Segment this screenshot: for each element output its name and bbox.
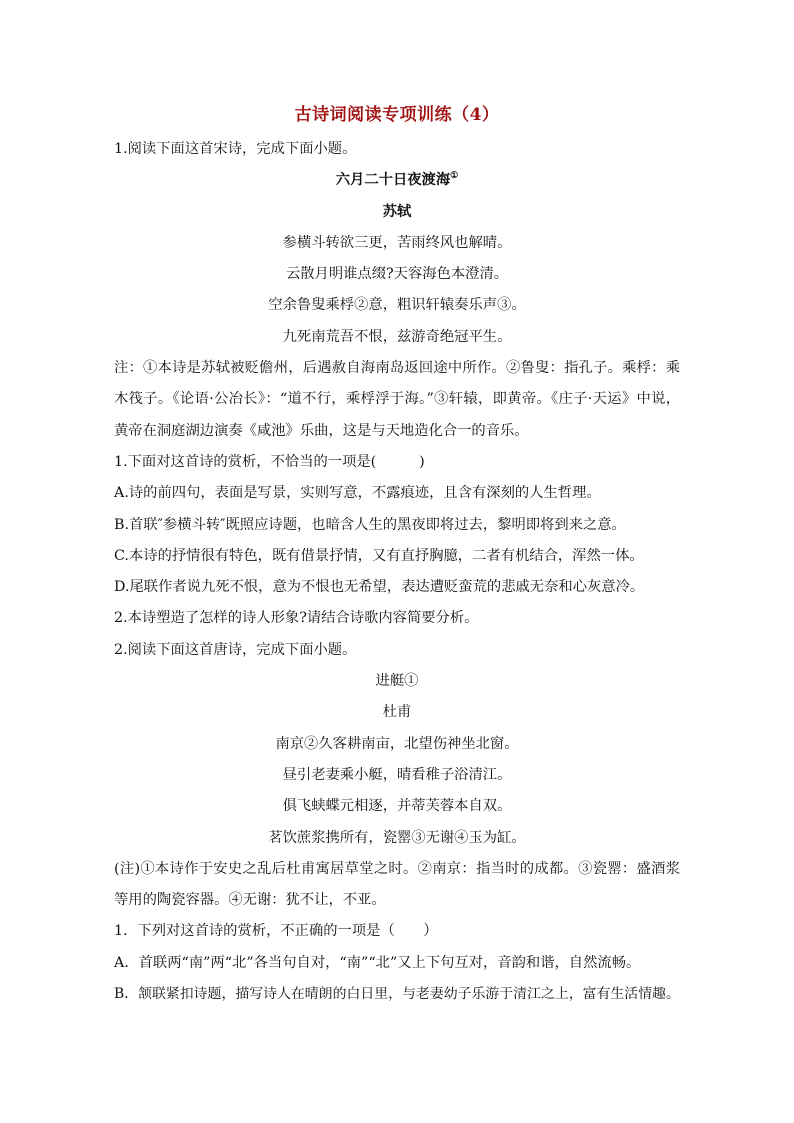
poem1-title-footnote-mark: ① <box>450 171 459 182</box>
section2-option-a: A．首联两“南”两“北”各当句自对，“南”“北”又上下句互对，音韵和谐，自然流畅。 <box>114 954 641 971</box>
section1-question-2: 2.本诗塑造了怎样的诗人形象?请结合诗歌内容简要分析。 <box>114 610 479 627</box>
poem1-line-2: 云散月明谁点缀?天容海色本澄清。 <box>285 266 509 283</box>
section1-option-c: C.本诗的抒情很有特色，既有借景抒情，又有直抒胸臆，二者有机结合，浑然一体。 <box>114 547 644 564</box>
section1-option-b: B.首联″参横斗转″既照应诗题，也暗含人生的黑夜即将过去，黎明即将到来之意。 <box>114 516 626 533</box>
section1-option-a: A.诗的前四句，表面是写景，实则写意，不露痕迹，且含有深刻的人生哲理。 <box>114 485 601 502</box>
poem1-line-1: 参横斗转欲三更，苦雨终风也解晴。 <box>282 234 512 251</box>
poem2-title: 进艇① <box>375 673 419 690</box>
page-title: 古诗词阅读专项训练（4） <box>294 105 500 125</box>
poem2-line-4: 茗饮蔗浆携所有，瓷罂③无谢④玉为缸。 <box>268 829 526 846</box>
document-page <box>114 100 680 1010</box>
section2-intro: 2.阅读下面这首唐诗，完成下面小题。 <box>114 641 357 658</box>
poem1-author: 苏轼 <box>382 203 412 220</box>
section1-question-1: 1.下面对这首诗的赏析，不恰当的一项是( ) <box>114 453 425 470</box>
poem2-line-3: 俱飞蛱蝶元相逐，并蒂芙蓉本自双。 <box>282 798 512 815</box>
poem1-title-text: 六月二十日夜渡海 <box>335 172 451 189</box>
section2-option-b: B．颔联紧扣诗题，描写诗人在晴朗的白日里，与老妻幼子乐游于清江之上，富有生活情趣。 <box>114 986 680 1003</box>
poem2-author: 杜甫 <box>382 704 412 721</box>
poem1-notes: 注：①本诗是苏轼被贬儋州，后遇赦自海南岛返回途中所作。②鲁叟：指孔子。乘桴：乘木筏子。《论语·公冶长》：“道不行，乘桴浮于海。”③轩辕，即黄帝。《庄子·天运》中说，黄帝在洞庭湖边演奏《咸池》乐曲，这是与天地造化合一的音乐。 <box>114 360 680 439</box>
poem1-line-4: 九死南荒吾不恨，兹游奇绝冠平生。 <box>282 328 512 345</box>
poem2-line-1: 南京②久客耕南亩，北望伤神坐北窗。 <box>275 735 519 752</box>
poem1-title <box>114 165 680 196</box>
section2-question-1: 1．下列对这首诗的赏析，不正确的一项是（ ） <box>114 923 438 940</box>
section1-option-d: D.尾联作者说九死不恨，意为不恨也无希望，表达遭贬蛮荒的悲戚无奈和心灰意冷。 <box>114 579 645 596</box>
poem1-line-3: 空余鲁叟乘桴②意，粗识轩辕奏乐声③。 <box>268 297 526 314</box>
poem2-notes: (注)①本诗作于安史之乱后杜甫寓居草堂之时。②南京：指当时的成都。③瓷罂：盛酒浆等用的陶瓷容器。④无谢：犹不让，不亚。 <box>114 860 680 909</box>
poem2-line-2: 昼引老妻乘小艇，晴看稚子浴清江。 <box>282 766 512 783</box>
section1-intro: 1.阅读下面这首宋诗，完成下面小题。 <box>114 141 357 157</box>
